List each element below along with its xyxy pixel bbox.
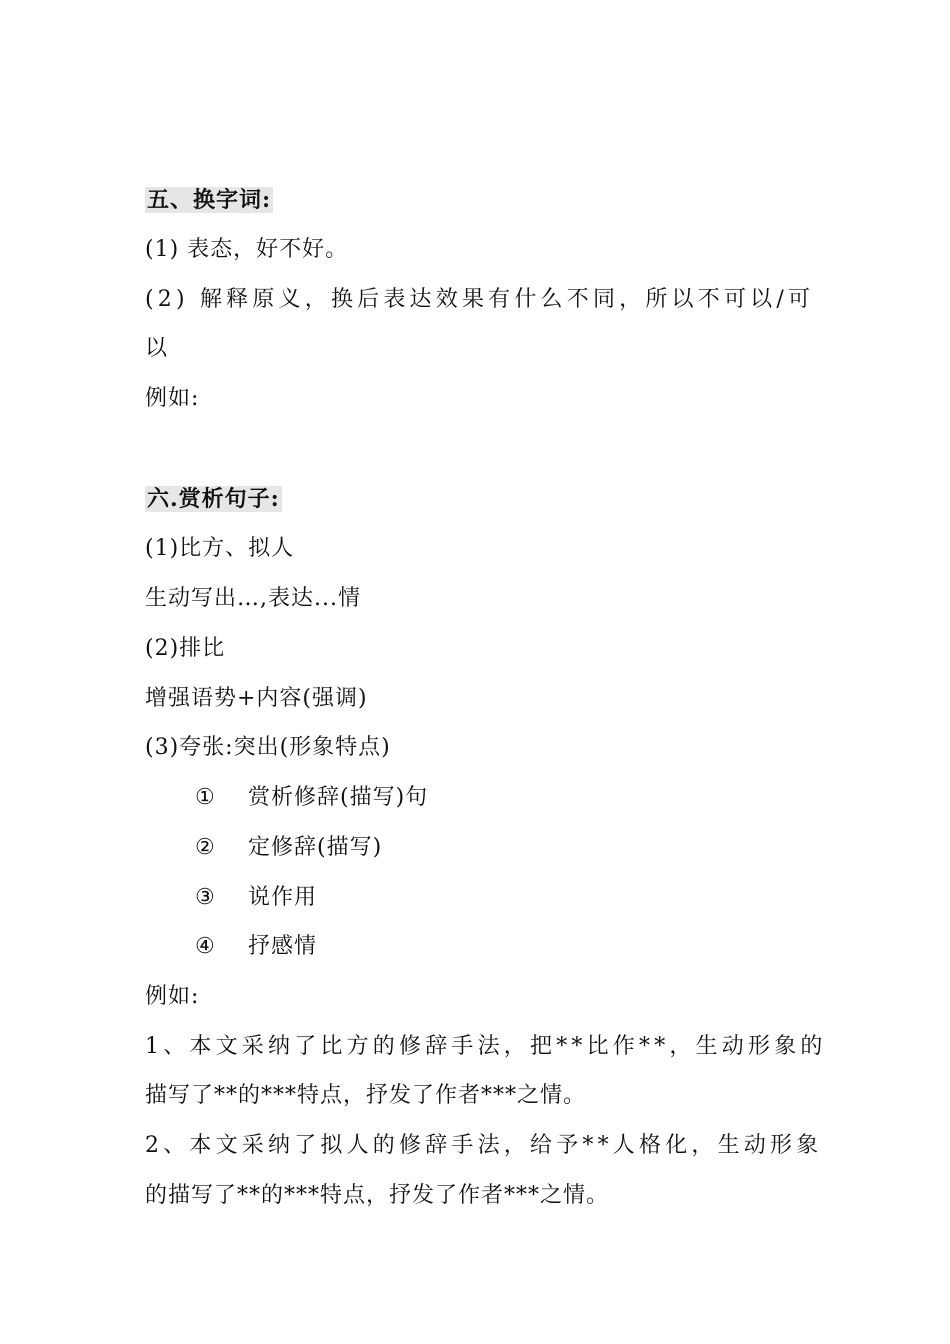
example2-line2: 的描写了**的***特点，抒发了作者***之情。 xyxy=(145,1183,610,1208)
section6-example-label: 例如: xyxy=(145,984,200,1009)
step-text: 抒感情 xyxy=(248,934,318,959)
example1-line2: 描写了**的***特点，抒发了作者***之情。 xyxy=(145,1083,587,1108)
step-marker: ④ xyxy=(195,934,215,959)
section6-item2-detail: 增强语势+内容(强调) xyxy=(145,686,368,711)
example2-line1: 2、本文采纳了拟人的修辞手法，给予**人格化，生动形象 xyxy=(145,1133,823,1158)
step-marker: ② xyxy=(195,835,215,860)
section5-heading: 五、换字词: xyxy=(147,187,272,213)
step-marker: ① xyxy=(195,785,215,810)
section6-heading: 六.赏析句子: xyxy=(147,486,280,512)
section6-item1: (1)比方、拟人 xyxy=(145,536,295,561)
section6-item2: (2)排比 xyxy=(145,636,226,661)
section5-item2-line2: 以 xyxy=(145,336,169,361)
example1-line1: 1、本文采纳了比方的修辞手法，把**比作**，生动形象的 xyxy=(145,1034,827,1059)
step-text: 定修辞(描写) xyxy=(248,835,383,860)
section5-example-label: 例如: xyxy=(145,386,200,411)
step-text: 说作用 xyxy=(248,885,318,910)
section6-item1-detail: 生动写出…,表达...情 xyxy=(145,586,361,611)
step-text: 赏析修辞(描写)句 xyxy=(248,785,429,810)
step-marker: ③ xyxy=(195,885,215,910)
section5-item2-line1: (2) 解释原义，换后表达效果有什么不同，所以不可以/可 xyxy=(145,287,815,312)
section5-item1: (1) 表态，好不好。 xyxy=(145,237,349,262)
section6-item3: (3)夸张:突出(形象特点) xyxy=(145,735,391,760)
section6-heading-line xyxy=(145,484,282,515)
section5-heading-line xyxy=(145,185,273,216)
